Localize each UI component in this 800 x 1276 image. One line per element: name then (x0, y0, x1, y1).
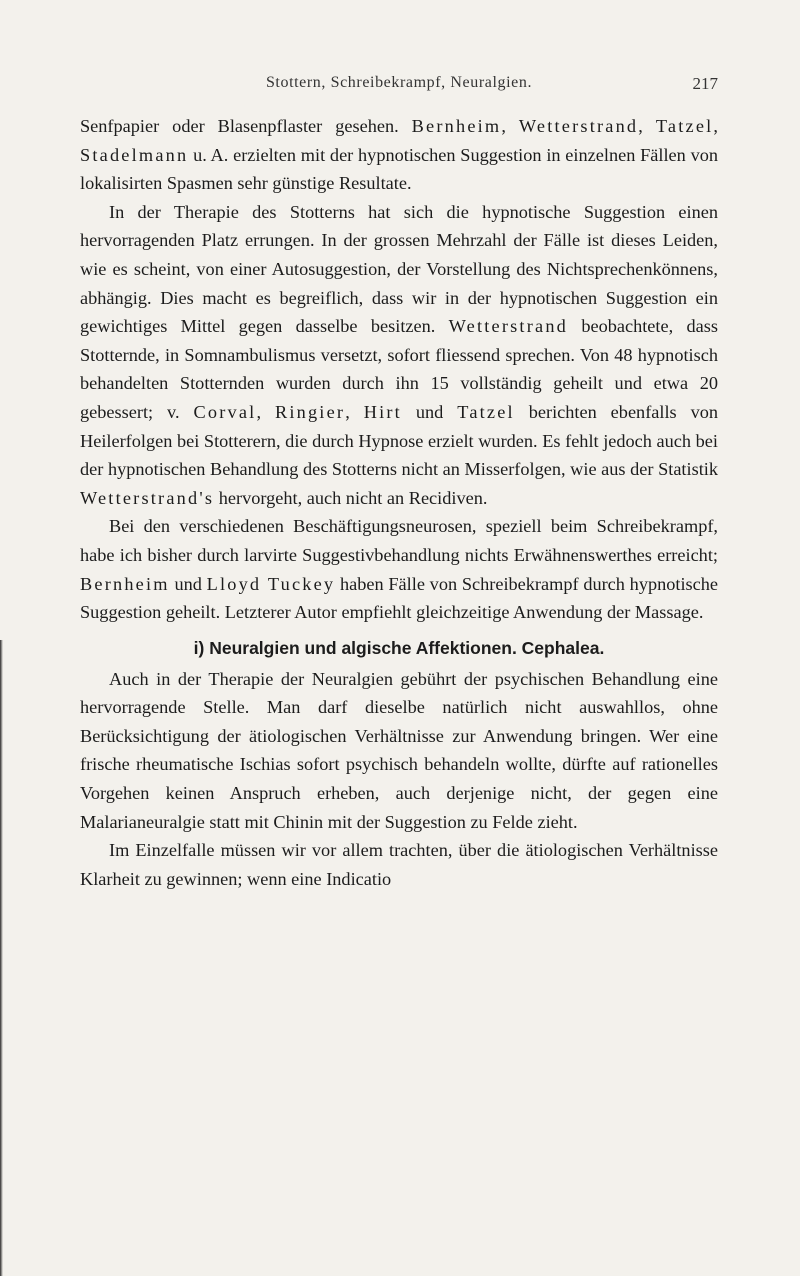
paragraph-4 (80, 665, 718, 837)
text-run: Auch in der Therapie der Neuralgien gebührt der psychischen Behandlung eine hervorragende Stelle. Man darf dieselbe natürlich nicht auswahllos, ohne Berücksichtigung der ätiologischen Verhältnisse zur Anwendung bringen. Wer eine frische rheumatische Ischias sofort psychisch behandeln wollte, dürfte auf rationelles Vorgehen keinen Anspruch erheben, auch derjenige nicht, der gegen eine Malarianeuralgie statt mit Chinin mit der Suggestion zu Felde zieht. (80, 668, 718, 832)
author-name: Tatzel (457, 401, 515, 422)
text-run: In der Therapie des Stotterns hat sich die hypnotische Suggestion einen hervorragenden Platz errungen. In der grossen Mehrzahl der Fälle ist dieses Leiden, wie es scheint, von einer Autosuggestion, der Vorstellung des Nichtsprechenkönnens, abhängig. Dies macht es begreiflich, dass wir in der hypnotischen Suggestion ein gewichtiges Mittel gegen dasselbe besitzen. (80, 201, 718, 337)
text-run: berichten ebenfalls von Heilerfolgen bei Stotterern, die durch Hypnose erzielt wurden. Es fehlt jedoch auch bei der hypnotischen Behandlung des Stotterns nicht an Misserfolgen, wie aus der Statistik (80, 401, 719, 480)
text-run: hervorgeht, auch nicht an Recidiven. (214, 487, 488, 508)
author-name: Stadelmann (80, 144, 189, 165)
text-run: haben Fälle von Schreibekrampf durch hypnotische Suggestion geheilt. Letzterer Autor empfiehlt gleichzeitige Anwendung der Massage. (80, 573, 719, 623)
text-run: , (713, 116, 718, 136)
author-name: Lloyd Tuckey (206, 573, 336, 594)
text-run: , (501, 116, 519, 136)
text-run: u. A. erzielten mit der hypnotischen Suggestion in einzelnen Fällen von lokalisirten Spasmen sehr günstige Resultate. (80, 144, 718, 194)
author-name: Hirt (363, 401, 402, 422)
text-run: , (638, 116, 656, 136)
paragraph-5 (80, 836, 718, 893)
author-name: Tatzel (655, 116, 714, 136)
text-run: und (169, 573, 207, 594)
author-name: Wetterstrand's (80, 487, 215, 508)
page-number: 217 (692, 74, 718, 93)
running-head (80, 74, 718, 100)
text-run: und (401, 401, 458, 422)
paragraph-1 (80, 112, 718, 198)
text-run: Bei den verschiedenen Beschäftigungsneurosen, speziell beim Schreibekrampf, habe ich bisher durch larvirte Suggestivbehandlung nichts Erwähnenswerthes erreicht; (80, 516, 718, 565)
text-run: , (345, 401, 364, 422)
author-name: Wetterstrand (518, 116, 639, 136)
text-run: Senfpapier oder Blasenpflaster gesehen. (80, 116, 412, 136)
text-run: Im Einzelfalle müssen wir vor allem trachten, über die ätiologischen Verhältnisse Klarheit zu gewinnen; wenn eine Indicatio (80, 840, 718, 889)
author-name: Ringier (274, 401, 346, 422)
author-name: Bernheim (80, 573, 170, 594)
paragraph-2 (80, 198, 718, 513)
text-run: , (256, 401, 275, 422)
running-title: Stottern, Schreibekrampf, Neuralgien. (265, 74, 533, 91)
author-name: Wetterstrand (448, 316, 568, 337)
author-name: Bernheim (411, 116, 502, 136)
section-heading: i) Neuralgien und algische Affektionen. Cephalea. (193, 637, 605, 658)
text-run: beobachtete, dass Stotternde, in Somnambulismus versetzt, sofort fliessend sprechen. Von 48 hypnotisch behandelten Stotternden wurden durch ihn 15 vollständig geheilt und etwa 20 gebessert; v. (80, 316, 718, 422)
author-name: Corval (193, 401, 257, 422)
paragraph-3 (80, 512, 718, 626)
binding-edge-shadow (0, 640, 3, 1276)
body-text (80, 112, 718, 893)
